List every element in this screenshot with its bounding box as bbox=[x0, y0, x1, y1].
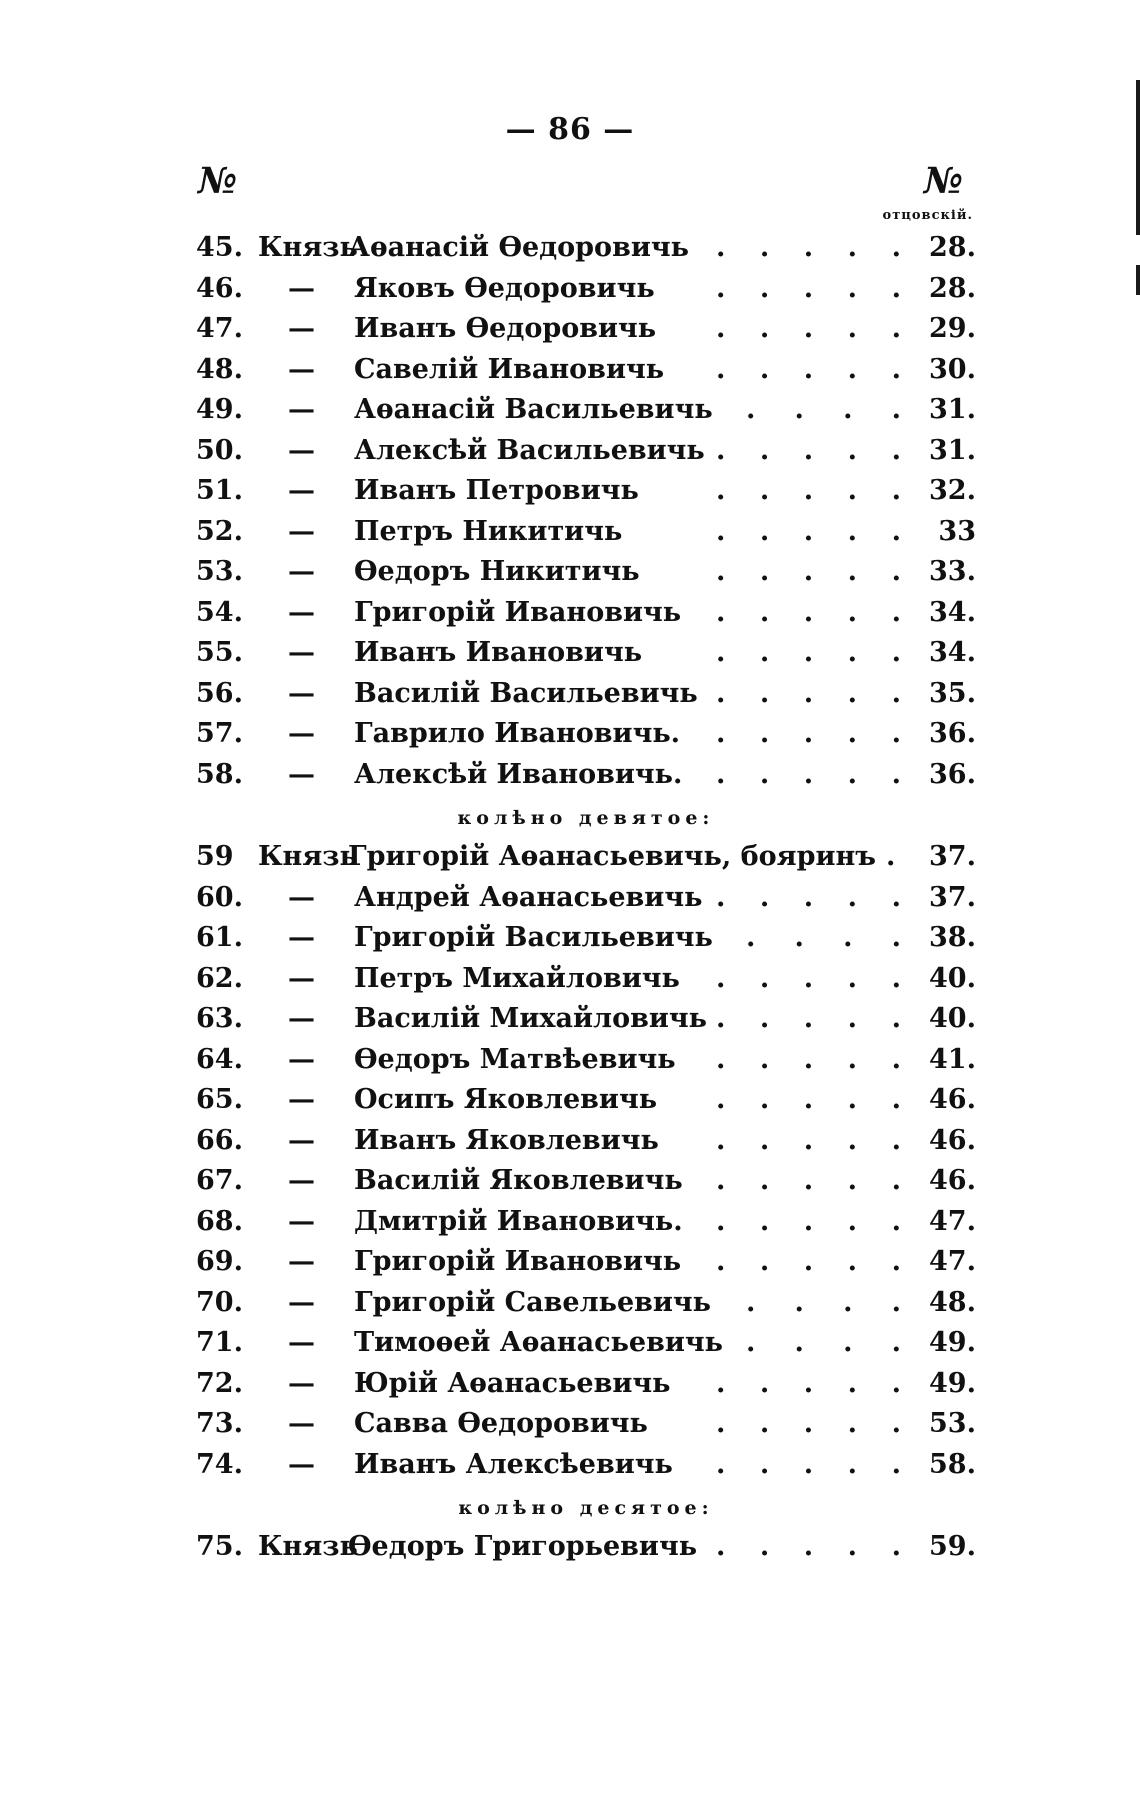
entry-name: Алексѣй Васильевичь bbox=[354, 434, 705, 466]
entry-number: 62. bbox=[196, 962, 243, 994]
fathers-number: 33. bbox=[929, 556, 976, 587]
list-item bbox=[196, 512, 976, 553]
fathers-number: 41. bbox=[929, 1043, 976, 1075]
entry-number: 59 bbox=[196, 841, 234, 872]
entry-name: Аѳанасій Ѳедоровичь bbox=[348, 232, 689, 263]
entry-number: 50. bbox=[196, 434, 243, 466]
fathers-number: 29. bbox=[929, 313, 976, 344]
entry-name: Тимоѳей Аѳанасьевичь bbox=[354, 1327, 723, 1358]
leader-dots: . . . . . bbox=[716, 353, 901, 385]
ditto-dash: — bbox=[288, 1246, 315, 1277]
entry-number: 63. bbox=[196, 1003, 243, 1034]
entry-name: Григорій Ивановичь bbox=[354, 1246, 682, 1277]
fathers-number: 37. bbox=[929, 841, 976, 872]
entry-number: 45. bbox=[196, 232, 243, 263]
entry-name: Андрей Аѳанасьевичь bbox=[354, 881, 703, 913]
ditto-dash: — bbox=[288, 434, 315, 466]
ditto-dash: — bbox=[288, 596, 315, 628]
fathers-number-label: отцовскій. bbox=[882, 208, 973, 223]
page-edge-rule bbox=[1136, 80, 1140, 235]
ditto-dash: — bbox=[288, 1448, 315, 1480]
entry-name: Василій Яковлевичь bbox=[354, 1165, 683, 1196]
entry-number: 58. bbox=[196, 758, 243, 790]
entry-name: Григорій Аѳанасьевичь, бояринъ bbox=[348, 841, 876, 872]
leader-dots: . . . . . bbox=[716, 1084, 901, 1115]
leader-dots: . . . . . bbox=[716, 1367, 901, 1399]
entry-number: 65. bbox=[196, 1084, 243, 1115]
entry-name: Иванъ Алексѣевичь bbox=[354, 1448, 673, 1480]
entry-name: Иванъ Яковлевичь bbox=[354, 1124, 659, 1156]
ditto-dash: — bbox=[288, 637, 315, 668]
leader-dots: . . . . bbox=[746, 1286, 901, 1318]
fathers-number: 33 bbox=[938, 515, 976, 547]
entry-number: 48. bbox=[196, 353, 243, 385]
list-item bbox=[196, 593, 976, 634]
entry-number: 55. bbox=[196, 637, 243, 668]
list-item bbox=[196, 714, 976, 755]
leader-dots: . . . . . bbox=[716, 1246, 901, 1277]
entry-number: 71. bbox=[196, 1327, 243, 1358]
list-item bbox=[196, 1202, 976, 1243]
leader-dots: . . . . . bbox=[716, 556, 901, 587]
entry-number: 68. bbox=[196, 1205, 243, 1237]
ditto-dash: — bbox=[288, 1367, 315, 1399]
entry-name: Ѳедоръ Матвѣевичь bbox=[354, 1043, 676, 1075]
leader-dots: . . . . . bbox=[716, 758, 901, 790]
entry-group bbox=[196, 1527, 976, 1568]
page-edge-rule bbox=[1136, 265, 1140, 295]
entry-name: Григорій Савельевичь bbox=[354, 1286, 711, 1318]
list-item bbox=[196, 1040, 976, 1081]
list-item bbox=[196, 1527, 976, 1568]
leader-dots: . . . . bbox=[746, 1327, 901, 1358]
ditto-dash: — bbox=[288, 758, 315, 790]
entry-name: Василій Васильевичь bbox=[354, 677, 698, 709]
list-item bbox=[196, 1404, 976, 1445]
entry-name: Василій Михайловичь bbox=[354, 1003, 707, 1034]
fathers-number: 37. bbox=[929, 881, 976, 913]
entry-name: Григорій Ивановичь bbox=[354, 596, 682, 628]
ditto-dash: — bbox=[288, 962, 315, 994]
section-heading-tenth-generation: колѣно десятое: bbox=[458, 1497, 714, 1519]
ditto-dash: — bbox=[288, 1043, 315, 1075]
genealogy-list bbox=[196, 228, 976, 1568]
entry-number: 57. bbox=[196, 718, 243, 749]
leader-dots: . . . . . bbox=[716, 1043, 901, 1075]
entry-title: Князь bbox=[258, 232, 358, 263]
list-item bbox=[196, 1364, 976, 1405]
list-item bbox=[196, 552, 976, 593]
ditto-dash: — bbox=[288, 1286, 315, 1318]
entry-number: 54. bbox=[196, 596, 243, 628]
entry-number: 67. bbox=[196, 1165, 243, 1196]
entry-number: 49. bbox=[196, 394, 243, 425]
fathers-number: 31. bbox=[929, 434, 976, 466]
leader-dots: . . . . . bbox=[716, 1003, 901, 1034]
leader-dots: . . . . . bbox=[716, 718, 901, 749]
ditto-dash: — bbox=[288, 1165, 315, 1196]
entry-name: Григорій Васильевичь bbox=[354, 922, 713, 953]
list-item bbox=[196, 1283, 976, 1324]
entry-title: Князь bbox=[258, 841, 358, 872]
entry-name: Осипъ Яковлевичь bbox=[354, 1084, 658, 1115]
fathers-number: 34. bbox=[929, 596, 976, 628]
leader-dots: . . . . . bbox=[716, 962, 901, 994]
entry-name: Петръ Михайловичь bbox=[354, 962, 680, 994]
leader-dots: . . . . . bbox=[716, 1205, 901, 1237]
entry-name: Яковъ Ѳедоровичь bbox=[354, 272, 655, 304]
entry-number: 52. bbox=[196, 515, 243, 547]
fathers-number: 47. bbox=[929, 1246, 976, 1277]
number-column-mark: № bbox=[198, 160, 238, 202]
entry-number: 53. bbox=[196, 556, 243, 587]
ditto-dash: — bbox=[288, 881, 315, 913]
leader-dots: . . . . . bbox=[716, 596, 901, 628]
fathers-number: 40. bbox=[929, 1003, 976, 1034]
entry-name: Дмитрій Ивановичь. bbox=[354, 1205, 683, 1237]
ditto-dash: — bbox=[288, 475, 315, 506]
entry-name: Петръ Никитичь bbox=[354, 515, 623, 547]
fathers-number: 46. bbox=[929, 1124, 976, 1156]
entry-number: 75. bbox=[196, 1531, 243, 1562]
page-number: — 86 — bbox=[505, 112, 635, 147]
entry-group bbox=[196, 837, 976, 1485]
entry-number: 66. bbox=[196, 1124, 243, 1156]
fathers-number: 46. bbox=[929, 1165, 976, 1196]
entry-number: 69. bbox=[196, 1246, 243, 1277]
list-item bbox=[196, 1323, 976, 1364]
leader-dots: . . . . . bbox=[716, 677, 901, 709]
fathers-number: 34. bbox=[929, 637, 976, 668]
list-item bbox=[196, 269, 976, 310]
fathers-number: 30. bbox=[929, 353, 976, 385]
entry-number: 56. bbox=[196, 677, 243, 709]
fathers-number-column-mark: № bbox=[923, 160, 963, 202]
leader-dots: . . . . . bbox=[716, 313, 901, 344]
entry-name: Алексѣй Ивановичь. bbox=[354, 758, 683, 790]
fathers-number: 40. bbox=[929, 962, 976, 994]
list-item bbox=[196, 431, 976, 472]
fathers-number: 32. bbox=[929, 475, 976, 506]
entry-number: 72. bbox=[196, 1367, 243, 1399]
ditto-dash: — bbox=[288, 1084, 315, 1115]
list-item bbox=[196, 755, 976, 796]
entry-title: Князь bbox=[258, 1531, 358, 1562]
list-item bbox=[196, 1445, 976, 1486]
ditto-dash: — bbox=[288, 1408, 315, 1439]
fathers-number: 46. bbox=[929, 1084, 976, 1115]
leader-dots: . . . . . bbox=[716, 272, 901, 304]
list-item bbox=[196, 471, 976, 512]
entry-name: Юрій Аѳанасьевичь bbox=[354, 1367, 671, 1399]
entry-name: Савва Ѳедоровичь bbox=[354, 1408, 648, 1439]
ditto-dash: — bbox=[288, 515, 315, 547]
fathers-number: 49. bbox=[929, 1367, 976, 1399]
entry-name: Савелій Ивановичь bbox=[354, 353, 665, 385]
entry-name: Ѳедоръ Никитичь bbox=[354, 556, 640, 587]
entry-number: 47. bbox=[196, 313, 243, 344]
list-item bbox=[196, 918, 976, 959]
fathers-number: 28. bbox=[929, 232, 976, 263]
leader-dots: . . . . . bbox=[716, 1408, 901, 1439]
fathers-number: 47. bbox=[929, 1205, 976, 1237]
list-item bbox=[196, 390, 976, 431]
section-heading-ninth-generation: колѣно девятое: bbox=[457, 807, 715, 829]
list-item bbox=[196, 837, 976, 878]
entry-number: 61. bbox=[196, 922, 243, 953]
list-item bbox=[196, 959, 976, 1000]
entry-number: 74. bbox=[196, 1448, 243, 1480]
leader-dots: . . . . . bbox=[716, 1448, 901, 1480]
ditto-dash: — bbox=[288, 313, 315, 344]
entry-number: 70. bbox=[196, 1286, 243, 1318]
list-item bbox=[196, 1161, 976, 1202]
fathers-number: 35. bbox=[929, 677, 976, 709]
fathers-number: 36. bbox=[929, 718, 976, 749]
list-item bbox=[196, 1242, 976, 1283]
column-headers bbox=[198, 160, 973, 223]
entry-name: Иванъ Ѳедоровичь bbox=[354, 313, 657, 344]
leader-dots: . . . . . bbox=[716, 1531, 901, 1562]
ditto-dash: — bbox=[288, 1327, 315, 1358]
fathers-number: 49. bbox=[929, 1327, 976, 1358]
leader-dots: . . . . . bbox=[716, 232, 901, 263]
leader-dots: . bbox=[886, 841, 896, 872]
leader-dots: . . . . bbox=[746, 922, 901, 953]
fathers-number: 59. bbox=[929, 1531, 976, 1562]
list-item bbox=[196, 674, 976, 715]
leader-dots: . . . . . bbox=[716, 1165, 901, 1196]
entry-name: Иванъ Ивановичь bbox=[354, 637, 643, 668]
leader-dots: . . . . . bbox=[716, 1124, 901, 1156]
ditto-dash: — bbox=[288, 1205, 315, 1237]
fathers-number: 38. bbox=[929, 922, 976, 953]
leader-dots: . . . . bbox=[746, 394, 901, 425]
leader-dots: . . . . . bbox=[716, 434, 901, 466]
ditto-dash: — bbox=[288, 1124, 315, 1156]
ditto-dash: — bbox=[288, 394, 315, 425]
fathers-number: 31. bbox=[929, 394, 976, 425]
fathers-number: 28. bbox=[929, 272, 976, 304]
list-item bbox=[196, 309, 976, 350]
entry-name: Ѳедоръ Григорьевичь bbox=[348, 1531, 698, 1562]
fathers-number: 48. bbox=[929, 1286, 976, 1318]
fathers-number: 36. bbox=[929, 758, 976, 790]
entry-name: Иванъ Петровичь bbox=[354, 475, 639, 506]
leader-dots: . . . . . bbox=[716, 637, 901, 668]
fathers-number: 58. bbox=[929, 1448, 976, 1480]
entry-group bbox=[196, 228, 976, 795]
entry-name: Аѳанасій Васильевичь bbox=[354, 394, 713, 425]
ditto-dash: — bbox=[288, 922, 315, 953]
ditto-dash: — bbox=[288, 1003, 315, 1034]
list-item bbox=[196, 350, 976, 391]
list-item bbox=[196, 878, 976, 919]
entry-name: Гаврило Ивановичь. bbox=[354, 718, 681, 749]
ditto-dash: — bbox=[288, 677, 315, 709]
leader-dots: . . . . . bbox=[716, 475, 901, 506]
entry-number: 64. bbox=[196, 1043, 243, 1075]
list-item bbox=[196, 1121, 976, 1162]
fathers-number: 53. bbox=[929, 1408, 976, 1439]
ditto-dash: — bbox=[288, 353, 315, 385]
list-item bbox=[196, 633, 976, 674]
leader-dots: . . . . . bbox=[716, 515, 901, 547]
ditto-dash: — bbox=[288, 272, 315, 304]
entry-number: 46. bbox=[196, 272, 243, 304]
leader-dots: . . . . . bbox=[716, 881, 901, 913]
list-item bbox=[196, 228, 976, 269]
entry-number: 51. bbox=[196, 475, 243, 506]
ditto-dash: — bbox=[288, 718, 315, 749]
list-item bbox=[196, 1080, 976, 1121]
entry-number: 60. bbox=[196, 881, 243, 913]
entry-number: 73. bbox=[196, 1408, 243, 1439]
list-item bbox=[196, 999, 976, 1040]
ditto-dash: — bbox=[288, 556, 315, 587]
